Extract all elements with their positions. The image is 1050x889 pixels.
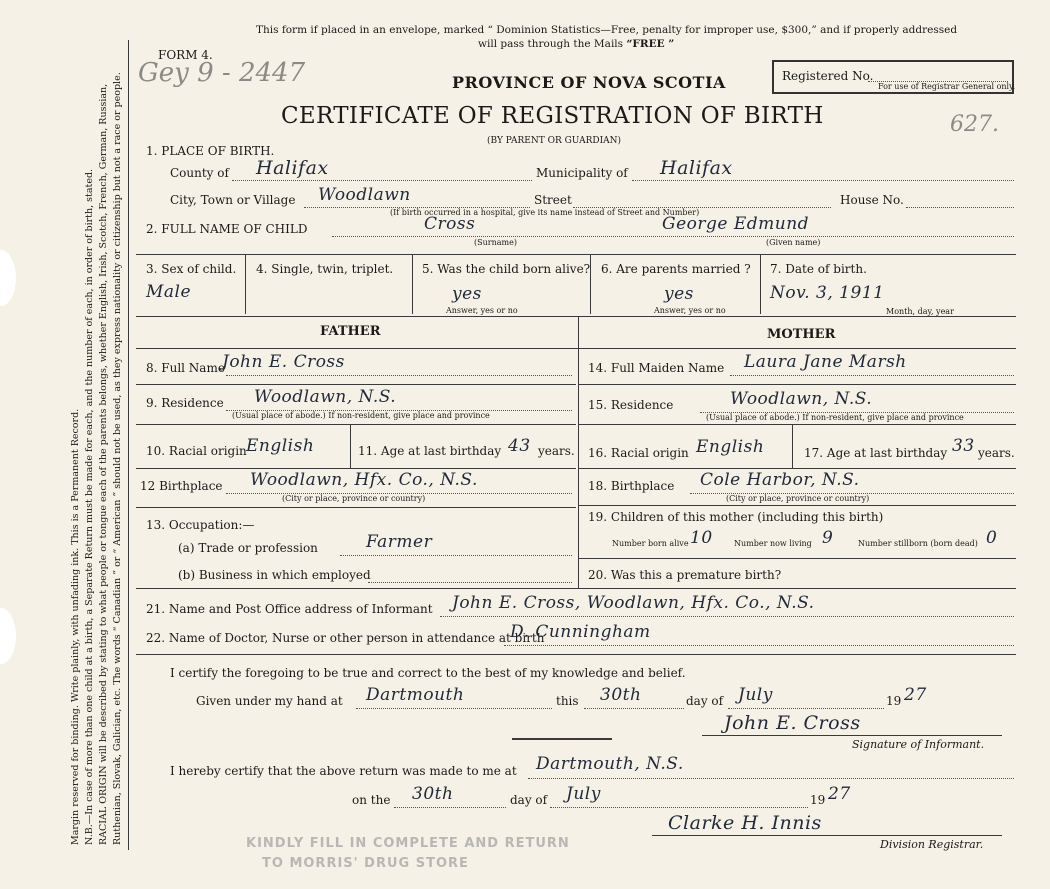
registrar-day-value: 30th xyxy=(412,784,454,804)
stillborn-label: Number stillborn (born dead) xyxy=(858,539,978,548)
hospital-note: (If birth occurred in a hospital, give its name instead of Street and Number) xyxy=(390,208,700,217)
born-alive-value: yes xyxy=(452,284,482,304)
date-of-birth-caption: Month, day, year xyxy=(886,307,954,316)
registered-number-box xyxy=(772,60,1014,94)
registrar-signature: Clarke H. Innis xyxy=(668,812,822,834)
father-residence-label: 9. Residence xyxy=(146,396,224,410)
margin-note: Ruthenian, Slovak, Galician, etc. The words “ Canadian ” or “ American ” should not be used, as they express nationality or citizenship but not a race or people. xyxy=(112,72,123,845)
surname-caption: (Surname) xyxy=(474,238,517,247)
pencil-number: 627. xyxy=(950,112,999,137)
born-alive-count-value: 10 xyxy=(690,528,713,548)
father-residence-caption: (Usual place of abode.) If non-resident, give place and province xyxy=(232,411,490,420)
born-alive-count-label: Number born alive xyxy=(612,539,689,548)
cert-day-value: 30th xyxy=(600,685,642,705)
mother-age-years: years. xyxy=(978,446,1015,460)
father-birthplace-label: 12 Birthplace xyxy=(140,479,223,493)
mother-birthplace-value: Cole Harbor, N.S. xyxy=(700,470,860,490)
children-label: 19. Children of this mother (including this birth) xyxy=(588,510,884,524)
father-birthplace-caption: (City or place, province or country) xyxy=(282,494,426,503)
binding-hole xyxy=(0,250,16,306)
trade-label: (a) Trade or profession xyxy=(178,541,318,555)
form-number: FORM 4. xyxy=(158,48,213,62)
return-stamp-line1: KINDLY FILL IN COMPLETE AND RETURN xyxy=(246,836,570,851)
registered-number-label: Registered No. xyxy=(782,69,874,83)
registrar-day-of-label: day of xyxy=(510,793,548,807)
sex-label: 3. Sex of child. xyxy=(146,262,237,276)
page-subtitle: (BY PARENT OR GUARDIAN) xyxy=(487,136,622,146)
county-label: County of xyxy=(170,166,229,180)
business-label: (b) Business in which employed xyxy=(178,568,371,582)
attendant-label: 22. Name of Doctor, Nurse or other person in attendance at birth xyxy=(146,631,545,645)
given-under-label: Given under my hand at xyxy=(196,694,343,708)
parents-married-label: 6. Are parents married ? xyxy=(601,262,751,276)
father-name-value: John E. Cross xyxy=(222,352,345,372)
place-heading: 1. PLACE OF BIRTH. xyxy=(146,144,275,158)
mother-heading: MOTHER xyxy=(767,327,836,342)
mother-age-value: 33 xyxy=(952,436,975,456)
city-label: City, Town or Village xyxy=(170,193,296,207)
mother-name-value: Laura Jane Marsh xyxy=(744,352,907,372)
registrar-place-value: Dartmouth, N.S. xyxy=(536,754,684,774)
return-stamp-line2: TO MORRIS' DRUG STORE xyxy=(262,856,469,871)
cert-day-of-label: day of xyxy=(686,694,724,708)
pencil-annotation: Gey 9 - 2447 xyxy=(138,58,306,88)
father-age-years: years. xyxy=(538,444,575,458)
cert-month-value: July xyxy=(738,685,773,705)
informant-value: John E. Cross, Woodlawn, Hfx. Co., N.S. xyxy=(452,593,815,613)
attendant-value: D. Cunningham xyxy=(510,622,651,642)
parents-married-value: yes xyxy=(664,284,694,304)
registrar-year-value: 27 xyxy=(828,784,851,804)
given-name-caption: (Given name) xyxy=(766,238,821,247)
cert-year-prefix: 19 xyxy=(886,694,902,708)
mother-birthplace-label: 18. Birthplace xyxy=(588,479,675,493)
province-heading: PROVINCE OF NOVA SCOTIA xyxy=(452,73,726,92)
margin-note: RACIAL ORIGIN will be described by stating to what people or tongue each of the parents belongs, whether English, Irish, Scotch, French, German, Russian, xyxy=(98,83,109,845)
registrar-year-prefix: 19 xyxy=(810,793,826,807)
cert-year-value: 27 xyxy=(904,685,927,705)
born-alive-caption: Answer, yes or no xyxy=(446,306,518,315)
informant-signature: John E. Cross xyxy=(724,712,861,734)
mother-age-label: 17. Age at last birthday xyxy=(804,446,948,460)
certification-statement: I certify the foregoing to be true and correct to the best of my knowledge and belief. xyxy=(170,666,686,680)
municipality-value: Halifax xyxy=(660,157,733,179)
occupation-label: 13. Occupation:— xyxy=(146,518,255,532)
stillborn-value: 0 xyxy=(986,528,998,548)
postal-notice: This form if placed in an envelope, marked “ Dominion Statistics—Free, penalty for improper use, $300,” and if properly addressed xyxy=(256,24,958,36)
mother-race-value: English xyxy=(696,437,765,457)
mother-birthplace-caption: (City or place, province or country) xyxy=(726,494,870,503)
margin-note: Margin reserved for binding. Write plainly, with unfading ink. This is a Permanent Record. xyxy=(70,408,81,845)
now-living-value: 9 xyxy=(822,528,834,548)
registrar-statement: I hereby certify that the above return was made to me at xyxy=(170,764,517,778)
mother-name-label: 14. Full Maiden Name xyxy=(588,361,725,375)
child-name-label: 2. FULL NAME OF CHILD xyxy=(146,222,308,236)
registrar-signature-caption: Division Registrar. xyxy=(880,838,984,851)
mother-residence-value: Woodlawn, N.S. xyxy=(730,389,873,409)
registrar-use-note: For use of Registrar General only. xyxy=(878,82,1016,91)
mother-residence-caption: (Usual place of abode.) If non-resident, give place and province xyxy=(706,413,964,422)
page-title: CERTIFICATE OF REGISTRATION OF BIRTH xyxy=(281,103,824,129)
father-race-label: 10. Racial origin xyxy=(146,444,247,458)
this-label: this xyxy=(556,694,579,708)
registrar-on-the: on the xyxy=(352,793,391,807)
margin-rule xyxy=(128,40,129,850)
father-name-label: 8. Full Name xyxy=(146,361,225,375)
city-value: Woodlawn xyxy=(318,185,411,205)
father-age-value: 43 xyxy=(508,436,531,456)
street-label: Street xyxy=(534,193,572,207)
plurality-label: 4. Single, twin, triplet. xyxy=(256,262,394,276)
date-of-birth-value: Nov. 3, 1911 xyxy=(770,283,885,303)
father-residence-value: Woodlawn, N.S. xyxy=(254,387,397,407)
date-of-birth-label: 7. Date of birth. xyxy=(770,262,867,276)
county-value: Halifax xyxy=(256,157,329,179)
father-age-label: 11. Age at last birthday xyxy=(358,444,502,458)
registrar-month-value: July xyxy=(566,784,601,804)
binding-hole xyxy=(0,608,16,664)
informant-label: 21. Name and Post Office address of Informant xyxy=(146,602,433,616)
parents-married-caption: Answer, yes or no xyxy=(654,306,726,315)
father-race-value: English xyxy=(246,436,315,456)
trade-value: Farmer xyxy=(366,532,433,552)
father-heading: FATHER xyxy=(320,324,381,339)
now-living-label: Number now living xyxy=(734,539,812,548)
informant-signature-caption: Signature of Informant. xyxy=(852,738,985,751)
child-given-name-value: George Edmund xyxy=(662,214,810,234)
municipality-label: Municipality of xyxy=(536,166,628,180)
mother-residence-label: 15. Residence xyxy=(588,398,674,412)
mother-race-label: 16. Racial origin xyxy=(588,446,689,460)
sex-value: Male xyxy=(146,282,192,302)
house-number-label: House No. xyxy=(840,193,904,207)
premature-label: 20. Was this a premature birth? xyxy=(588,568,782,582)
father-birthplace-value: Woodlawn, Hfx. Co., N.S. xyxy=(250,470,478,490)
born-alive-label: 5. Was the child born alive? xyxy=(422,262,591,276)
margin-note: N.B.—In case of more than one child at a birth, a Separate Return must be made for each, and the number of each, in order of birth, stated. xyxy=(84,168,95,845)
child-surname-value: Cross xyxy=(424,214,476,234)
given-place-value: Dartmouth xyxy=(366,685,465,705)
postal-notice-line2: will pass through the Mails “FREE ” xyxy=(478,38,675,50)
